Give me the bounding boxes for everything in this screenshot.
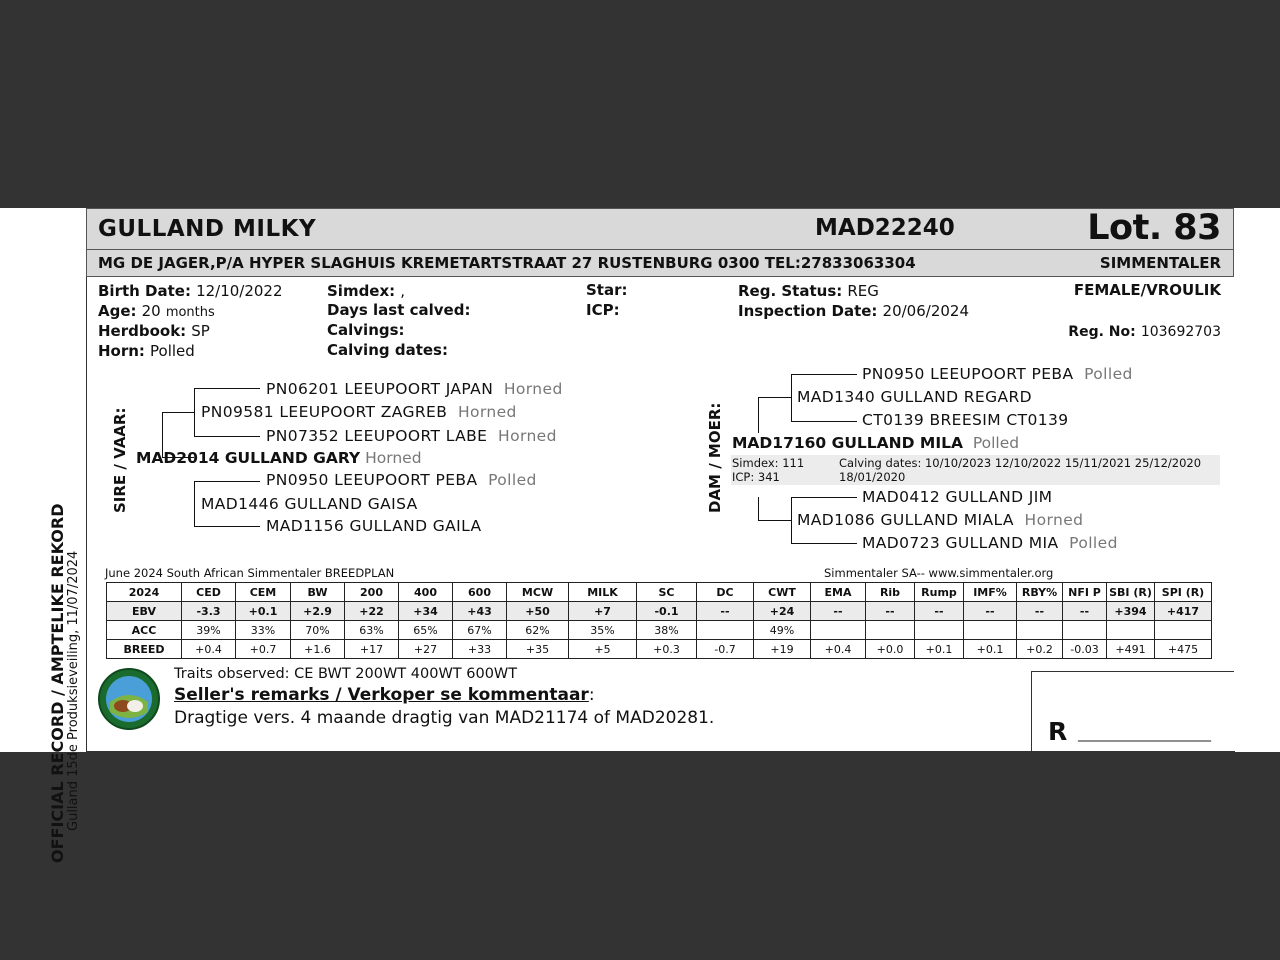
breedplan-cell: +5 [569, 640, 637, 659]
breedplan-cell: +0.1 [236, 602, 291, 621]
breedplan-header-row [107, 583, 1212, 602]
breedplan-cell: +24 [754, 602, 811, 621]
reg-status: Reg. Status: REG [738, 282, 879, 300]
dam-dam-dam: MAD0723 GULLAND MIA Polled [862, 534, 1118, 552]
breedplan-row-breed [107, 640, 1212, 659]
breedplan-cell [915, 621, 964, 640]
sire-dam: MAD1446 GULLAND GAISA [201, 495, 418, 513]
sale-name-label: Gulland 15de Produksieveiling, 11/07/2024 [66, 550, 81, 831]
simmentaler-logo [98, 668, 160, 730]
breedplan-header-cell: Rib [866, 583, 915, 602]
breedplan-cell: +0.1 [915, 640, 964, 659]
breedplan-row-ebv [107, 602, 1212, 621]
dam-dam: MAD1086 GULLAND MIALA Horned [797, 511, 1084, 529]
breedplan-header-cell: EMA [811, 583, 866, 602]
breedplan-header-cell: 400 [399, 583, 453, 602]
breedplan-cell: 65% [399, 621, 453, 640]
sale-catalogue-page [0, 208, 1280, 863]
breedplan-row-acc [107, 621, 1212, 640]
owner-details: MG DE JAGER,P/A HYPER SLAGHUIS KREMETARTSTRAAT 27 RUSTENBURG 0300 TEL:27833063304 [98, 254, 916, 272]
dam-calving-dates-cont: 18/01/2020 [839, 470, 906, 484]
breedplan-header-cell: CEM [236, 583, 291, 602]
official-record-label: OFFICIAL RECORD / AMPTELIKE REKORD [48, 503, 67, 863]
breedplan-cell: 62% [507, 621, 569, 640]
age: Age: 20 months [98, 302, 215, 320]
breedplan-cell: -- [964, 602, 1017, 621]
dam-dam-sire: MAD0412 GULLAND JIM [862, 488, 1053, 506]
dam-section-label: DAM / MOER: [706, 402, 724, 513]
breedplan-header-cell: 600 [453, 583, 507, 602]
breedplan-cell: +0.1 [964, 640, 1017, 659]
sire: MAD2014 GULLAND GARY Horned [136, 449, 422, 467]
dam-icp: ICP: 341 [732, 470, 780, 484]
breedplan-cell: -3.3 [182, 602, 236, 621]
breedplan-cell: 33% [236, 621, 291, 640]
remarks-text: Dragtige vers. 4 maande dragtig van MAD21174 of MAD20281. [174, 708, 715, 728]
owner-bar [86, 250, 1234, 277]
breedplan-cell: +1.6 [291, 640, 345, 659]
star: Star: [586, 281, 628, 299]
calvings: Calvings: [327, 321, 405, 339]
breedplan-header-cell: DC [697, 583, 754, 602]
breedplan-cell: +43 [453, 602, 507, 621]
breedplan-header-cell: RBY% [1017, 583, 1063, 602]
dam: MAD17160 GULLAND MILA Polled [732, 434, 1020, 452]
breedplan-header-cell: CWT [754, 583, 811, 602]
breedplan-cell: +394 [1107, 602, 1155, 621]
breedplan-cell: +417 [1155, 602, 1212, 621]
breedplan-cell: +0.2 [1017, 640, 1063, 659]
breedplan-cell: -- [811, 602, 866, 621]
breedplan-cell: +34 [399, 602, 453, 621]
sire-sire-dam: PN07352 LEEUPOORT LABE Horned [266, 427, 557, 445]
breedplan-cell [697, 621, 754, 640]
breedplan-cell: 35% [569, 621, 637, 640]
breedplan-header-cell: SBI (R) [1107, 583, 1155, 602]
breedplan-cell [964, 621, 1017, 640]
breedplan-header-cell: 200 [345, 583, 399, 602]
breedplan-row-label: EBV [107, 602, 182, 621]
price-input-line[interactable]: ___________________ [1078, 726, 1211, 742]
breedplan-cell [866, 621, 915, 640]
lot-number: Lot. 83 [1087, 208, 1221, 248]
breedplan-cell: +0.7 [236, 640, 291, 659]
traits-observed: Traits observed: CE BWT 200WT 400WT 600WT [174, 666, 518, 682]
breedplan-cell [1155, 621, 1212, 640]
breedplan-header-cell: IMF% [964, 583, 1017, 602]
breedplan-cell: 39% [182, 621, 236, 640]
breedplan-cell: +0.4 [182, 640, 236, 659]
dam-sire-dam: CT0139 BREESIM CT0139 [862, 411, 1069, 429]
birth-date: Birth Date: 12/10/2022 [98, 282, 283, 300]
breedplan-cell: -- [866, 602, 915, 621]
animal-id: MAD22240 [815, 215, 955, 241]
breedplan-cell: +0.4 [811, 640, 866, 659]
lot-header [86, 208, 1234, 250]
remarks-title: Seller's remarks / Verkoper se kommentaar: [174, 685, 595, 705]
breedplan-header-cell: BW [291, 583, 345, 602]
breedplan-header-cell: MILK [569, 583, 637, 602]
breedplan-cell [1063, 621, 1107, 640]
icp: ICP: [586, 301, 620, 319]
breedplan-cell: -- [915, 602, 964, 621]
sire-dam-dam: MAD1156 GULLAND GAILA [266, 517, 482, 535]
breedplan-cell: +27 [399, 640, 453, 659]
breedplan-cell: +22 [345, 602, 399, 621]
breedplan-cell: +35 [507, 640, 569, 659]
breedplan-cell: 63% [345, 621, 399, 640]
breedplan-cell: -- [1063, 602, 1107, 621]
breedplan-website: Simmentaler SA-- www.simmentaler.org [824, 566, 1054, 580]
dam-calving-dates: Calving dates: 10/10/2023 12/10/2022 15/11/2021 25/12/2020 [839, 456, 1202, 470]
breedplan-cell: +17 [345, 640, 399, 659]
breedplan-cell: -- [697, 602, 754, 621]
breedplan-header-cell: Rump [915, 583, 964, 602]
horn-status: Horn: Polled [98, 342, 195, 360]
breedplan-cell: -0.03 [1063, 640, 1107, 659]
dam-sire: MAD1340 GULLAND REGARD [797, 388, 1033, 406]
breedplan-table [106, 582, 1212, 659]
sire-sire-sire: PN06201 LEEUPOORT JAPAN Horned [266, 380, 563, 398]
breedplan-cell: +491 [1107, 640, 1155, 659]
breedplan-cell: +0.0 [866, 640, 915, 659]
breedplan-cell: +7 [569, 602, 637, 621]
breedplan-cell: -0.7 [697, 640, 754, 659]
dam-simdex: Simdex: 111 [732, 456, 805, 470]
breedplan-cell: -0.1 [637, 602, 697, 621]
days-last-calved: Days last calved: [327, 301, 471, 319]
simdex: Simdex: , [327, 282, 406, 300]
breedplan-header-cell: SC [637, 583, 697, 602]
breedplan-cell [811, 621, 866, 640]
breedplan-cell [1017, 621, 1063, 640]
price-currency: R [1048, 717, 1068, 746]
breedplan-cell: +2.9 [291, 602, 345, 621]
breedplan-cell: +50 [507, 602, 569, 621]
sire-section-label: SIRE / VAAR: [111, 407, 129, 513]
dam-sire-sire: PN0950 LEEUPOORT PEBA Polled [862, 365, 1133, 383]
breedplan-cell: +33 [453, 640, 507, 659]
breedplan-row-label: ACC [107, 621, 182, 640]
sex: FEMALE/VROULIK [1073, 281, 1221, 299]
breedplan-header-cell: 2024 [107, 583, 182, 602]
breedplan-caption: June 2024 South African Simmentaler BREEDPLAN [105, 566, 395, 580]
calving-dates: Calving dates: [327, 341, 448, 359]
breedplan-header-cell: MCW [507, 583, 569, 602]
breedplan-cell: +19 [754, 640, 811, 659]
sire-sire: PN09581 LEEUPOORT ZAGREB Horned [201, 403, 517, 421]
herdbook: Herdbook: SP [98, 322, 210, 340]
breedplan-cell: -- [1017, 602, 1063, 621]
breedplan-cell [1107, 621, 1155, 640]
breed-label: SIMMENTALER [1099, 254, 1221, 272]
breedplan-cell: 49% [754, 621, 811, 640]
breedplan-header-cell: CED [182, 583, 236, 602]
breedplan-cell: +0.3 [637, 640, 697, 659]
inspection-date: Inspection Date: 20/06/2024 [738, 302, 969, 320]
breedplan-cell: +475 [1155, 640, 1212, 659]
breedplan-row-label: BREED [107, 640, 182, 659]
sire-dam-sire: PN0950 LEEUPOORT PEBA Polled [266, 471, 537, 489]
animal-name: GULLAND MILKY [98, 216, 317, 242]
breedplan-header-cell: NFI P [1063, 583, 1107, 602]
breedplan-cell: 38% [637, 621, 697, 640]
breedplan-cell: 67% [453, 621, 507, 640]
breedplan-cell: 70% [291, 621, 345, 640]
price-box [1031, 671, 1234, 751]
reg-number: Reg. No: 103692703 [1068, 324, 1221, 340]
breedplan-header-cell: SPI (R) [1155, 583, 1212, 602]
